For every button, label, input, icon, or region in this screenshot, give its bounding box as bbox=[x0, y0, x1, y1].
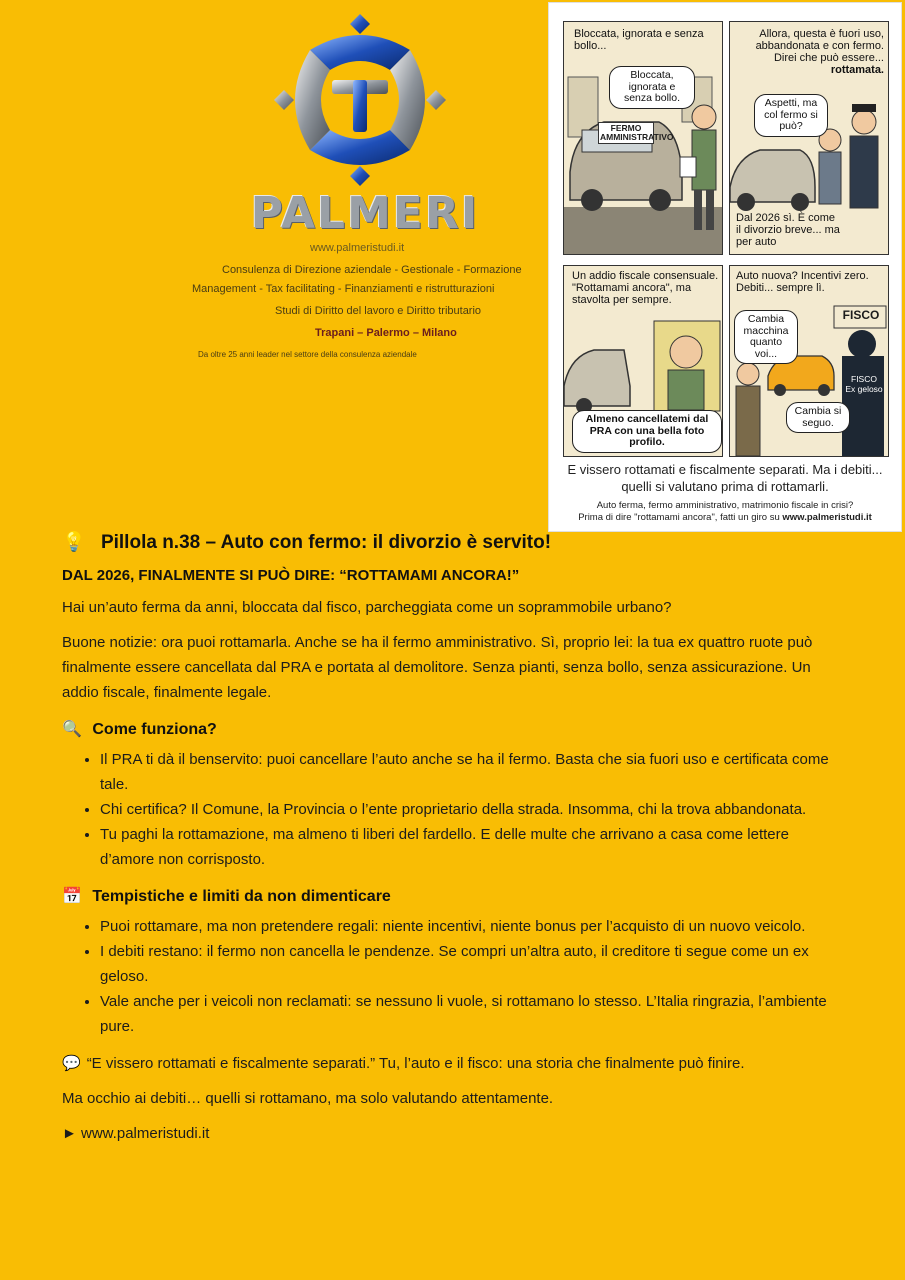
comic-footer-text: Prima di dire "rottamami ancora", fatti un giro su bbox=[578, 512, 780, 523]
article-subtitle: DAL 2026, FINALMENTE SI PUÒ DIRE: “ROTTAMAMI ANCORA!” bbox=[62, 567, 520, 584]
section-2-title: Tempistiche e limiti da non dimenticare bbox=[92, 888, 391, 905]
list-item: • Vale anche per i veicoli non reclamati: se nessuno li vuole, si rottamano lo stesso. L’Italia ringrazia, l’ambiente pure. bbox=[100, 989, 842, 1039]
panel-1-bubble: Bloccata, ignorata e senza bollo. bbox=[609, 66, 695, 109]
section-1-list bbox=[62, 747, 842, 872]
fisco-sign: FISCO bbox=[842, 308, 880, 322]
panel-2-caption-bold: rottamata. bbox=[830, 64, 884, 76]
panel-2-box: Dal 2026 sì. È come il divorzio breve... ma per auto bbox=[736, 212, 840, 248]
quote-paragraph bbox=[62, 1051, 842, 1076]
brand-url: www.palmeristudi.it bbox=[310, 242, 405, 254]
fisco-label-2: Ex geloso bbox=[845, 384, 883, 394]
website-link[interactable]: ► www.palmeristudi.it bbox=[62, 1125, 210, 1142]
panel-2-caption-text: Allora, questa è fuori uso, abbandonata e con fermo. Direi che può essere... bbox=[755, 28, 884, 64]
palmeri-knot-logo-icon bbox=[270, 10, 450, 190]
panel-3-bubble: Almeno cancellatemi dal PRA con una bella foto profilo. bbox=[572, 410, 722, 453]
section-how-it-works-heading bbox=[62, 719, 842, 739]
comic-footer-line-1: Auto ferma, fermo amministrativo, matrimonio fiscale in crisi? bbox=[596, 500, 854, 511]
tagline-1: Consulenza di Direzione aziendale - Gestionale - Formazione bbox=[222, 264, 522, 276]
comic-panel-1 bbox=[563, 21, 723, 255]
panel-4-bubble-1: Cambia macchina quanto voi... bbox=[734, 310, 798, 364]
list-item: • Chi certifica? Il Comune, la Provincia o l’ente proprietario della strada. Insomma, chi la trova abbandonata. bbox=[100, 797, 842, 822]
tagline-2: Management - Tax facilitating - Finanziamenti e ristrutturazioni bbox=[192, 283, 495, 295]
comic-caption: E vissero rottamati e fiscalmente separati. Ma i debiti... quelli si valutano prima di rottamarli. bbox=[567, 462, 883, 494]
section-timing-heading bbox=[62, 886, 842, 906]
comic-footer bbox=[559, 500, 891, 524]
brand-name: PALMERI bbox=[250, 188, 480, 239]
fermo-sign: FERMO AMMINISTRATIVO bbox=[600, 123, 674, 142]
tagline-3: Studi di Diritto del lavoro e Diritto tributario bbox=[275, 305, 482, 317]
article-title bbox=[62, 530, 842, 554]
since-line: Da oltre 25 anni leader nel settore della consulenza aziendale bbox=[198, 350, 417, 359]
closing-paragraph: Ma occhio ai debiti… quelli si rottamano, ma solo valutando attentamente. bbox=[62, 1090, 554, 1107]
speech-bubble-icon: 💬 bbox=[62, 1055, 81, 1072]
comic-panel-3 bbox=[563, 265, 723, 457]
comic-strip bbox=[548, 2, 902, 532]
list-item: • Tu paghi la rottamazione, ma almeno ti liberi del fardello. E delle multe che arrivano a casa come lettere d’amore non corrisposto. bbox=[100, 822, 842, 872]
panel-1-caption: Bloccata, ignorata e senza bollo... bbox=[574, 28, 704, 52]
panel-2-bubble: Aspetti, ma col fermo si può? bbox=[754, 94, 828, 137]
fisco-label bbox=[844, 374, 884, 394]
magnifier-icon: 🔍 bbox=[62, 721, 82, 738]
intro-paragraph-2: Buone notizie: ora puoi rottamarla. Anche se ha il fermo amministrativo. Sì, proprio lei: la tua ex quattro ruote può finalmente essere cancellata dal PRA e portata al demolitore. Senza pianti, senza bollo, senza assicurazione. Un addio fiscale, finalmente legale. bbox=[62, 634, 813, 701]
calendar-icon: 📅 bbox=[62, 888, 82, 905]
article bbox=[62, 530, 842, 1156]
list-item: • I debiti restano: il fermo non cancella le pendenze. Se compri un’altra auto, il creditore ti segue come un ex geloso. bbox=[100, 939, 842, 989]
panel-4-caption: Auto nuova? Incentivi zero. Debiti... sempre lì. bbox=[736, 270, 869, 294]
panel-4-bubble-2: Cambia si seguo. bbox=[786, 402, 850, 433]
fisco-label-1: FISCO bbox=[851, 374, 877, 384]
list-item: • Il PRA ti dà il benservito: puoi cancellare l’auto anche se ha il fermo. Basta che sia fuori uso e certificata come tale. bbox=[100, 747, 842, 797]
section-1-title: Come funziona? bbox=[92, 721, 217, 738]
cities: Trapani – Palermo – Milano bbox=[315, 327, 457, 339]
list-item: • Puoi rottamare, ma non pretendere regali: niente incentivi, niente bonus per l’acquisto di un nuovo veicolo. bbox=[100, 914, 842, 939]
comic-panel-2 bbox=[729, 21, 889, 255]
panel-3-caption: Un addio fiscale consensuale. "Rottamami ancora", ma stavolta per sempre. bbox=[572, 270, 719, 306]
lightbulb-icon: 💡 bbox=[62, 532, 86, 553]
intro-paragraph-1: Hai un’auto ferma da anni, bloccata dal fisco, parcheggiata come un soprammobile urbano? bbox=[62, 599, 672, 616]
comic-panel-4 bbox=[729, 265, 889, 457]
comic-footer-url[interactable]: www.palmeristudi.it bbox=[782, 512, 872, 523]
quote-text: “E vissero rottamati e fiscalmente separati.” Tu, l’auto e il fisco: una storia che finalmente può finire. bbox=[86, 1055, 745, 1072]
section-2-list bbox=[62, 914, 842, 1039]
company-logo bbox=[180, 10, 550, 360]
comic-footer-line-2 bbox=[559, 512, 891, 524]
article-title-text: Pillola n.38 – Auto con fermo: il divorzio è servito! bbox=[100, 532, 552, 553]
